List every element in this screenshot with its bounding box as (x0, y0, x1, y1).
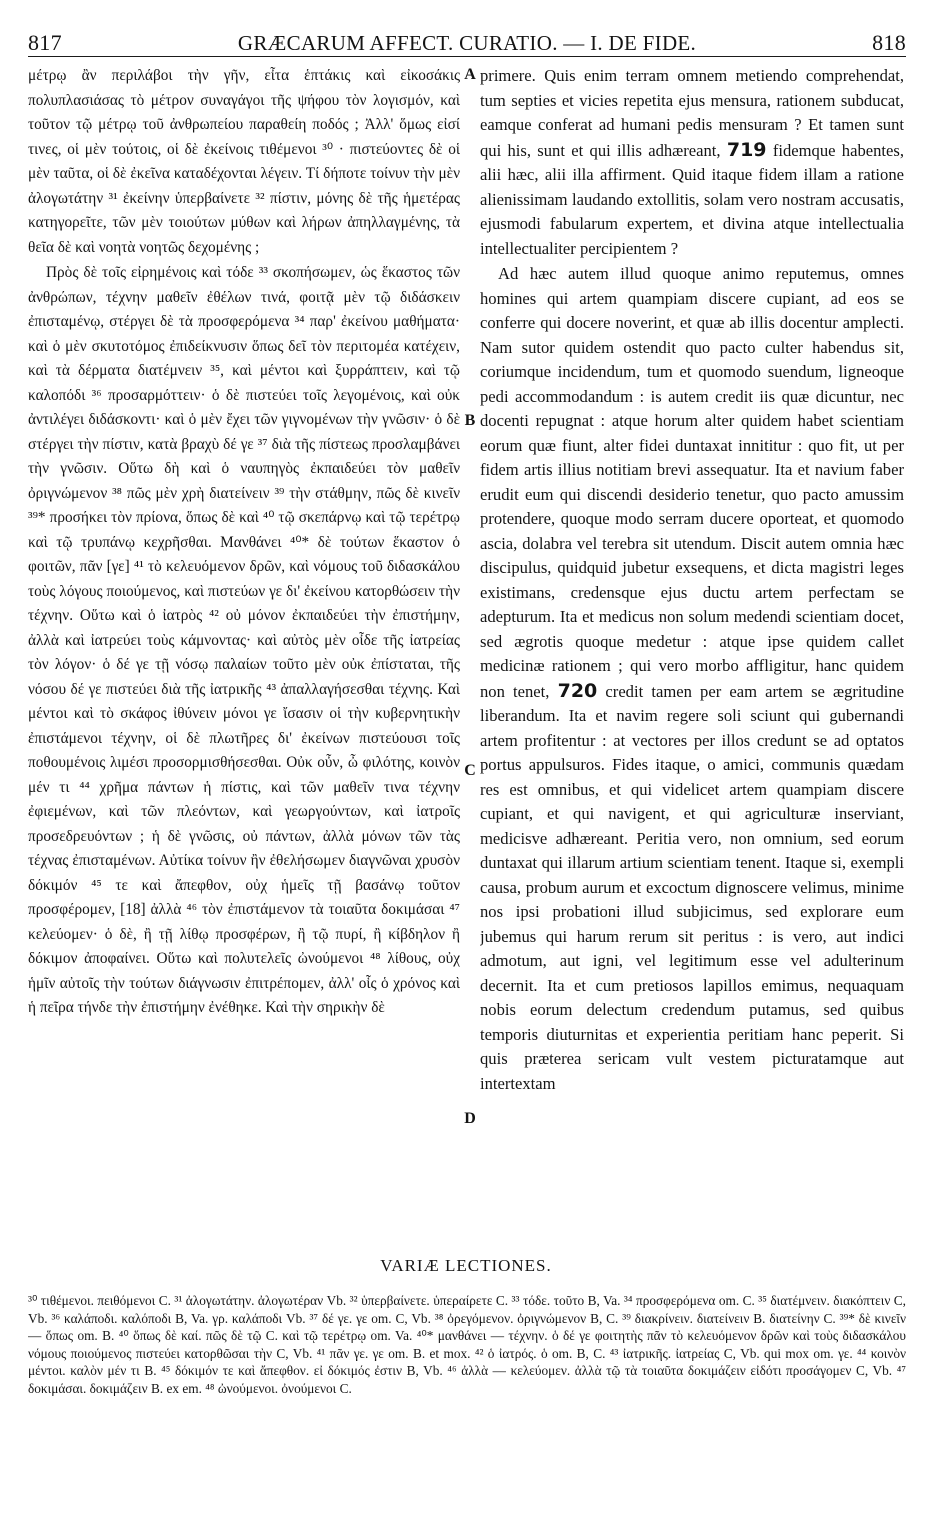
variae-lectiones-notes (28, 1292, 906, 1532)
latin-paragraph-2-start: Ad hæc autem illud quoque animo reputemus, omnes homines qui artem quampiam discere cupiant, ad eos se conferre qui docere noverint, et quæ ab illis docentur amplecti. Nam sutor quidem ostendit quo pacto culter habendus sit, coriumque incidendum, tum et quomodo suendum, ligneoque pedi accommodandum : is autem credit iis quæ dicuntur, nec docenti repugnat : atque horum alter quidem habet scientiam eorum quæ fiunt, alter fidei duntaxat innititur : quo fit, ut per fidem artis illius notitiam brevi assequatur. Ita et navium faber erudit eum qui discendi desiderio tenetur, quo pacto amussim protendere, quoque modo serram ducere oporteat, et quomodo ascia, dolabra vel terebra sit utendum. Discit autem omnia hæc discipulus, quidquid jubetur exsequens, et dicta magistri leges existimans, credensque ejus ductu artem perfectam se adepturum. Ita et medicus non solum medendi scientiam docet, sed ægrotis quoque medetur : atque ipse quidem callet medicinæ rationem ; qui vero morbo affligitur, hanc quidem non tenet, (480, 264, 904, 701)
running-header (28, 22, 906, 57)
variae-lectiones-title: VARIÆ LECTIONES. (380, 1256, 552, 1275)
latin-paragraph-1 (480, 64, 904, 261)
greek-paragraph-2: Πρὸς δὲ τοῖς εἰρημένοις καὶ τόδε ³³ σκοπήσωμεν, ὡς ἕκαστος τῶν ἀνθρώπων, τέχνην μαθεῖν ἐθέλων τινά, φοιτᾷ μὲν τῷ διδάσκειν ἐπισταμένῳ, στέργει δὲ τὰ προσφερόμενα ³⁴ παρ' ἐκείνου μαθήματα· καὶ ὁ μὲν σκυτοτόμος ἐπιδείκνυσιν ὅπως δεῖ τὸν περιτομέα κατέχειν, καὶ τὰ δέρματα διατέμνειν ³⁵, καὶ μέντοι καὶ ξυρράπτειν, καὶ τῷ καλοπόδι ³⁶ προσαρμόττειν· ὁ δὲ πιστεύει τοῖς λεγομένοις, καὶ οὐκ ἀντιλέγει διδάσκοντι· καὶ ὁ μὲν ἔχει τῶν γιγνομένων τὴν γνῶσιν· ὁ δὲ στέργει τὴν πίστιν, κατὰ βραχὺ δέ γε ³⁷ διὰ τῆς πίστεως προσλαμβάνει τὴν γνῶσιν. Οὕτω δὴ καὶ ὁ ναυπηγὸς ἐκπαιδεύει τὸν μαθεῖν ὀριγνώμενον ³⁸ πῶς μὲν χρὴ διατείνειν ³⁹ τὴν στάθμην, πῶς δὲ κινεῖν ³⁹* προσήκει τὸν πρίονα, ὅπως δὲ καὶ ⁴⁰ τῷ σκεπάρνῳ καὶ τῷ τερέτρῳ καὶ τῷ τρυπάνῳ κεχρῆσθαι. Μανθάνει ⁴⁰* δὲ τούτων ἕκαστον ὁ φοιτῶν, πᾶν [γε] ⁴¹ τὸ κελευόμενον δρῶν, καὶ νόμους τοῦ διδασκάλου τοὺς λόγους ποιούμενος, καὶ πιστεύων γε δι' ἐκείνου κατορθώσειν τὴν τέχνην. Οὕτω καὶ ὁ ἰατρὸς ⁴² οὐ μόνον ἐκπαιδεύει τὴν ἐπιστήμην, ἀλλὰ καὶ ἰατρεύει τοὺς κάμνοντας· καὶ αὐτὸς μὲν οἶδε τῆς ἰατρείας τὸν λόγον· ὁ δέ γε τῇ νόσῳ παλαίων τοῦτο μὲν οὐκ ἐπίσταται, τῆς νόσου δέ γε πιστεύει διὰ τῆς ἰατρικῆς ⁴³ ἀπαλλαγήσεσθαι τέχνης. Καὶ μέντοι καὶ τὸ σκάφος ἰθύνειν μόνοι γε ἴσασιν οἱ τὴν κυβερνητικὴν ἐπιστάμενοι τέχνην, οἱ δὲ πλωτῆρες δι' ἐκείνων πιστεύουσι τοῖς ποθουμένοις λιμέσι προσορμισθήσεσθαι. Οὐκ οὖν, ὦ φιλότης, κοινὸν μέν τι ⁴⁴ χρῆμα πάντων ἡ πίστις, καὶ τῶν μαθεῖν τινα τέχνην ἐφιεμένων, καὶ τῶν πλεόντων, καὶ γεωργούντων, καὶ ἰατροῖς προσεδρευόντων ; ἡ δὲ γνῶσις, οὐ πάντων, ἀλλὰ μόνων τῶν τὰς τέχνας ἐπισταμένων. Αὐτίκα τοίνυν ἢν ἐθελήσωμεν διαγνῶναι χρυσὸν δόκιμόν ⁴⁵ τε καὶ ἄπεφθον, οὐχ ἡμεῖς τῇ βασάνῳ τοῦτον προσφέρομεν, [18] ἀλλὰ ⁴⁶ τὸν ἐπιστάμενον τὰ τοιαῦτα δοκιμάσαι ⁴⁷ κελεύομεν· ὁ δὲ, ἢ τῇ λίθῳ προσφέρων, ἢ τῷ πυρί, ἢ κίβδηλον ἢ δόκιμον ἀποφαίνει. Οὕτω καὶ πολυτελεῖς ὠνούμενοι ⁴⁸ λίθους, οὐχ ἡμῖν αὐτοῖς τὴν τούτων διάγνωσιν ἐπιτρέπομεν, ἀλλ' οἷς ὁ χρόνος καὶ ἡ πεῖρα τήνδε τὴν ἐπιστήμην ἐνέθηκε. Καὶ τὴν σηρικὴν δὲ (28, 264, 460, 1016)
left-page-number: 817 (28, 30, 62, 55)
column-mark-719: 719 (726, 138, 767, 161)
variants-text: ³⁰ τιθέμενοι. πειθόμενοι C. ³¹ ἀλογωτάτην. ἀλογωτέραν Vb. ³² ὑπερβαίνετε. ὑπεραίρετε C. ³³ τόδε. τοῦτο B, Va. ³⁴ προσφερόμενα om. C. ³⁵ διατέμνειν. διακόπτειν C, Vb. ³⁶ καλάποδι. καλόποδι B, Va. γρ. καλάποδι Vb. ³⁷ δέ γε. γε om. C, Vb. ³⁸ ὀρεγόμενον. ὀριγνώμενον B, C. ³⁹ διακρίνειν. διατείνειν B. διατείνην C. ³⁹* δὲ κινεῖν — ὅπως om. B. ⁴⁰ ὅπως δὲ καί. πῶς δὲ τῷ C. καὶ τῷ τερέτρῳ om. Va. ⁴⁰* μανθάνει — τέχνην. ὁ δέ γε φοιτητὴς πᾶν τὸ κελευόμενον δρῶν καὶ τοὺς διδασκάλου νόμους ποιούμενος πιστεύει κατορθῶσαι τὴν C, Vb. ⁴¹ πᾶν γε. γε om. B. et mox. ⁴² ὁ ἰατρός. ὁ om. B, C. ⁴³ ἰατρικῆς. ἰατρείας C, Vb. qui mox om. γε. ⁴⁴ κοινὸν μέντοι. καλὸν μέν τι B. ⁴⁵ δόκιμόν τε καὶ ἄπεφθον. εἰ δόκιμός ἐστιν B, Vb. ⁴⁶ ἀλλὰ — κελεύομεν. ἀλλὰ τῷ τὰ τοιαῦτα δοκιμάζειν εἰδότι προσάγομεν C, Vb. ⁴⁷ δοκιμάσαι. δοκιμάζειν B. ex em. ⁴⁸ ὠνούμενοι. ὀνούμενοι C. (28, 1293, 906, 1396)
latin-column (480, 64, 904, 1264)
latin-paragraph-1-end: fidemque habentes, alii hæc, alii illa affirment. Quid itaque fidem illam a ratione alienissimam laudando extollitis, solam vero nostram accusatis, ejusmodi fabularum expertem, et divina atque intellectualia intellectualiter percipientem ? (480, 140, 904, 258)
column-mark-720: 720 (557, 679, 598, 702)
latin-paragraph-1-start: primere. Quis enim terram omnem metiendo comprehendat, tum septies et vicies repetita ejus mensura, rationem subducat, eamque conferat ad humani pedis mensuram ? Et tamen sunt qui his, sunt et qui illis adhæreant, (480, 66, 904, 160)
running-title: GRÆCARUM AFFECT. CURATIO. — I. DE FIDE. (237, 31, 697, 55)
margin-marker-c: C (464, 762, 476, 779)
margin-marker-a: A (464, 66, 476, 83)
greek-paragraph-1: μέτρῳ ἂν περιλάβοι τὴν γῆν, εἶτα ἑπτάκις καὶ εἰκοσάκις πολυπλασιάσας τὸ μέτρον συναγάγοι τῆς ψήφου τὸν λογισμόν, καὶ τοῦτον τῷ μέτρῳ τοῦ ἀνθρωπείου παραθείη ποδός ; Ἀλλ' ὅμως εἰσί τινες, οἱ μὲν τούτοις, οἱ δὲ ἐκείνοις τιθέμενοι ³⁰ · πιστεύοντες δὲ οἱ μὲν ταῦτα, οἱ δὲ ἐκεῖνα καταδέχονται λέγειν. Τί δήποτε τοίνυν τὴν μὲν ἀλογωτάτην ³¹ ἐκείνην ὑπερβαίνετε ³² πίστιν, μόνης δὲ τῆς ἡμετέρας κατηγορεῖτε, τῶν μὲν τοιούτων μύθων καὶ λήρων ἀπηλλαγμένης, τὰ θεῖα δὲ καὶ νοητὰ νοητῶς δεχομένης ; (28, 67, 460, 256)
margin-marker-b: B (464, 412, 476, 429)
right-page-number: 818 (872, 30, 906, 55)
latin-paragraph-2 (480, 262, 904, 1096)
greek-column (28, 64, 460, 1264)
latin-paragraph-2-end: credit tamen per eam artem se ægritudine liberandum. Ita et navim regere soli sciunt qui gubernandi artem profitentur : at vectores per illos credunt se ad optatos portus appulsuros. Fides itaque, o amici, communis quædam res est omnibus, et qui videlicet artem quampiam discere cupiant, et qui navigent, et qui agriculturæ inserviant, medicisve adhæreant. Peritia vero, non omnium, sed eorum duntaxat qui illarum artium scientiam tenent. Itaque si, exempli causa, probum aurum et excoctum dignoscere velimus, minime nos ipsi probationi illud subjicimus, sed explorare eum jubemus qui harum rerum sit peritus : is vero, aut indici admotum, aut igni, vel legitimum esse vel adulterinum decernit. Ita et cum pretiosos lapillos emimus, nequaquam nobis eorum delectum credendum putamus, sed quibus temporis diuturnitas et experientia peritiam hanc peperit. Si quis præterea sericam vult vestem picturatamque aut intertextam (480, 681, 904, 1093)
margin-marker-d: D (464, 1110, 476, 1127)
